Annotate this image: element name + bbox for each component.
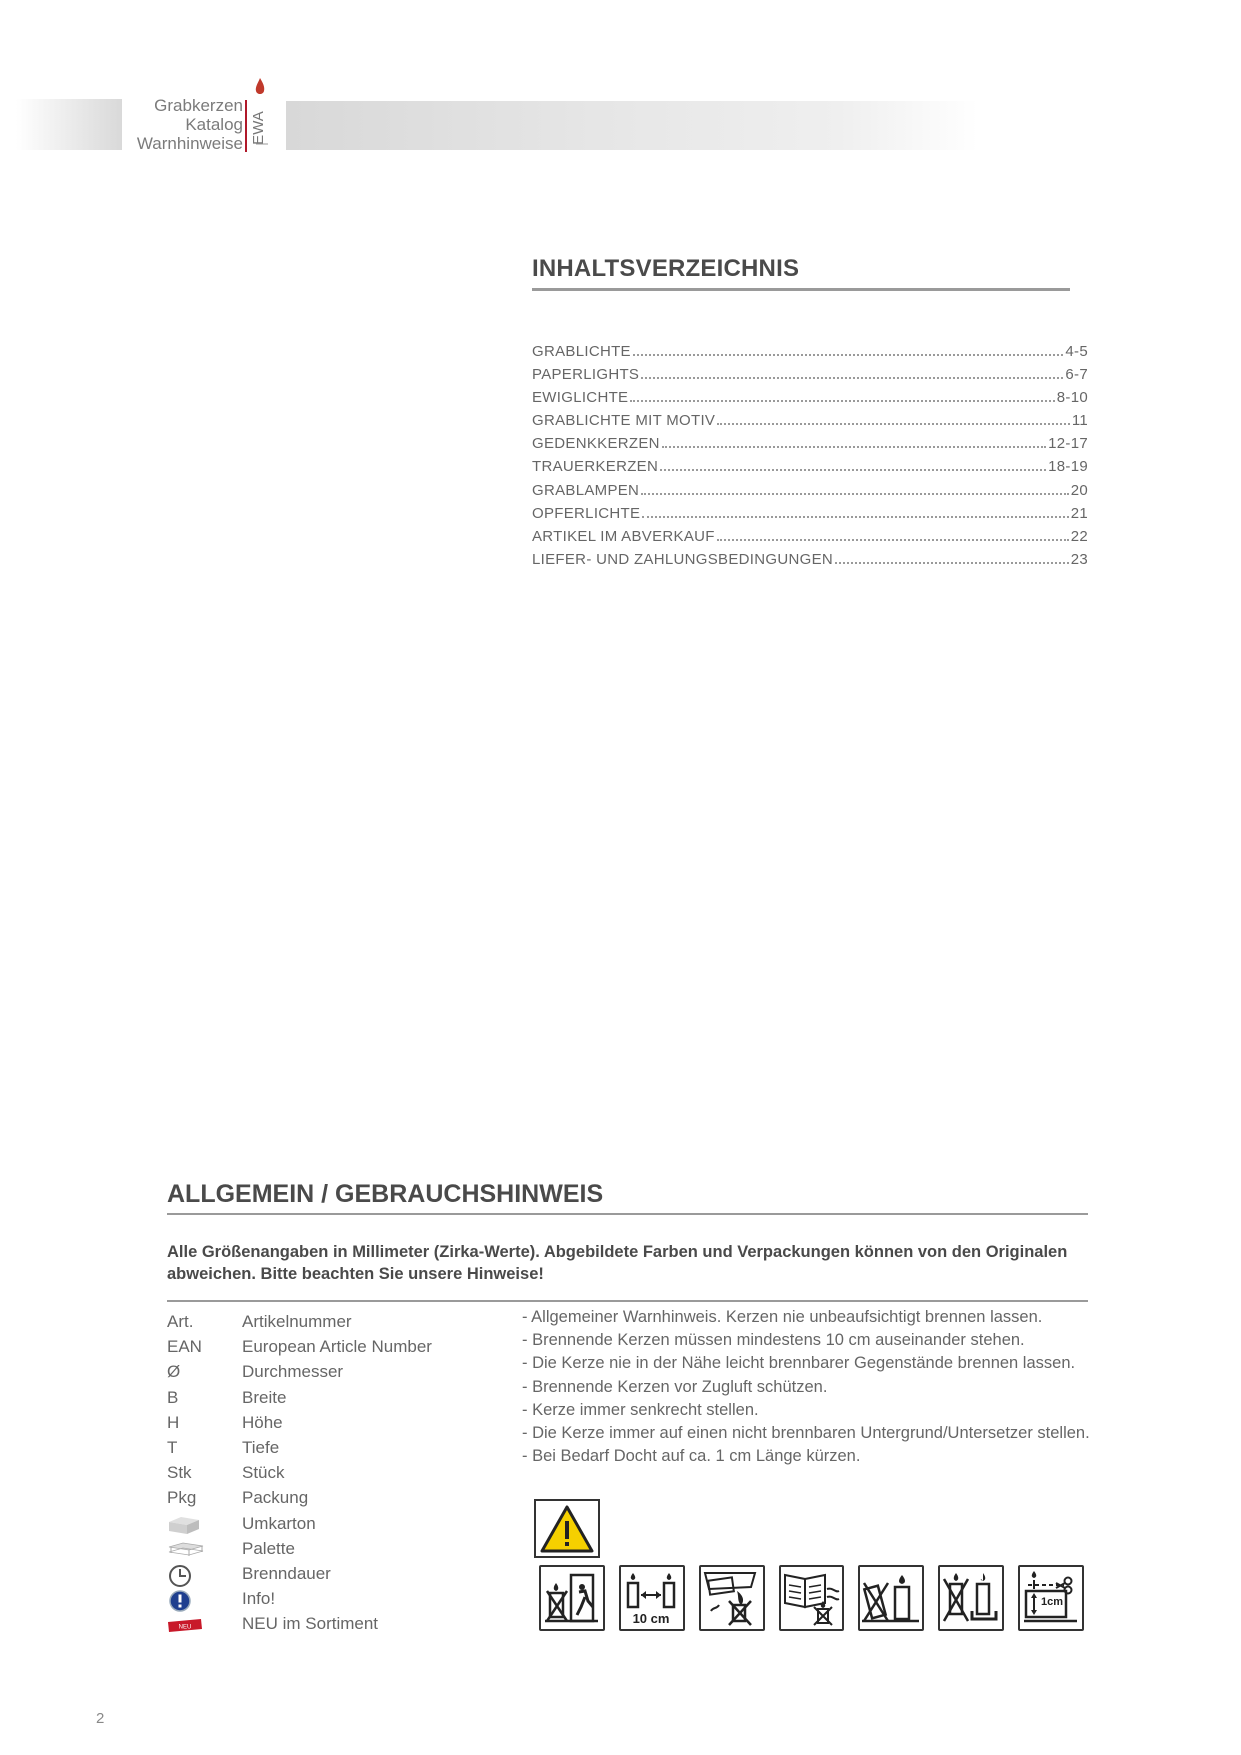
legend-row bbox=[167, 1360, 507, 1385]
toc-leader-dots bbox=[633, 354, 1064, 356]
toc-item-grablichte-mit-motiv[interactable] bbox=[532, 412, 1088, 435]
logo-line-2: Katalog bbox=[185, 115, 243, 134]
toc-item-page: 18-19 bbox=[1048, 458, 1088, 476]
toc-leader-dots bbox=[660, 469, 1046, 471]
legend-value: Palette bbox=[242, 1538, 295, 1558]
toc-item-grablampen[interactable] bbox=[532, 482, 1088, 505]
toc-item-opferlichte[interactable] bbox=[532, 505, 1088, 528]
toc-item-label: GRABLICHTE MIT MOTIV bbox=[532, 412, 716, 430]
toc-item-page: 4-5 bbox=[1065, 343, 1088, 360]
ewa-logo-icon bbox=[250, 76, 274, 152]
legend-value: Höhe bbox=[242, 1412, 283, 1432]
toc-leader-dots bbox=[642, 516, 1068, 518]
legend-row bbox=[167, 1537, 507, 1562]
warning-item: - Brennende Kerzen vor Zugluft schützen. bbox=[522, 1377, 828, 1396]
legend-row bbox=[167, 1335, 507, 1360]
new-badge-text: NEU bbox=[178, 1624, 192, 1631]
toc-item-label: LIEFER- UND ZAHLUNGSBEDINGUNGEN bbox=[532, 550, 834, 568]
toc-leader-dots bbox=[835, 562, 1069, 564]
legend-key: Ø bbox=[167, 1362, 181, 1382]
legend-value: Brenndauer bbox=[242, 1563, 331, 1583]
logo-brand-text: EWA bbox=[250, 111, 267, 145]
toc-title-rule bbox=[532, 288, 1070, 291]
distance-label: 10 cm bbox=[632, 1611, 670, 1626]
toc-item-page: 6-7 bbox=[1065, 366, 1088, 384]
toc-item-paperlights[interactable] bbox=[532, 366, 1088, 389]
abbreviation-legend bbox=[167, 1310, 507, 1637]
general-title-rule bbox=[167, 1213, 1088, 1215]
header-band-right bbox=[286, 101, 978, 150]
toc-leader-dots bbox=[641, 493, 1069, 495]
toc-leader-dots bbox=[630, 400, 1054, 402]
pallet-icon bbox=[167, 1539, 205, 1561]
toc-item-label: EWIGLICHTE bbox=[532, 389, 629, 407]
toc-item-artikel-im-abverkauf[interactable] bbox=[532, 528, 1088, 551]
carton-icon bbox=[167, 1514, 201, 1536]
non-flammable-base-icon bbox=[938, 1565, 1004, 1631]
legend-key: B bbox=[167, 1387, 179, 1407]
legend-value: Umkarton bbox=[242, 1513, 316, 1533]
toc-item-page: 23 bbox=[1070, 550, 1088, 568]
legend-row bbox=[167, 1386, 507, 1411]
toc-leader-dots bbox=[717, 423, 1070, 425]
header-band-left bbox=[16, 99, 122, 150]
legend-row bbox=[167, 1486, 507, 1511]
toc-item-page: 21 bbox=[1070, 504, 1088, 522]
legend-value: Packung bbox=[242, 1488, 309, 1508]
legend-value: Stück bbox=[242, 1463, 285, 1483]
page-number: 2 bbox=[96, 1710, 105, 1727]
warning-item: - Allgemeiner Warnhinweis. Kerzen nie unbeaufsichtigt brennen lassen. bbox=[522, 1308, 1043, 1326]
legend-key: EAN bbox=[167, 1337, 202, 1357]
legend-key: Stk bbox=[167, 1463, 192, 1483]
toc-item-ewiglichte[interactable] bbox=[532, 389, 1088, 412]
logo-line-3: Warnhinweise bbox=[136, 134, 243, 153]
legend-key: T bbox=[167, 1437, 178, 1457]
legend-value: European Article Number bbox=[242, 1337, 432, 1357]
logo-line-1: Grabkerzen bbox=[154, 96, 243, 115]
toc-item-gedenkkerzen[interactable] bbox=[532, 435, 1088, 458]
legend-row bbox=[167, 1461, 507, 1486]
legend-value: Tiefe bbox=[242, 1437, 280, 1457]
warning-item: - Bei Bedarf Docht auf ca. 1 cm Länge kürzen. bbox=[522, 1447, 861, 1466]
header-logo-text bbox=[128, 96, 243, 153]
toc-list bbox=[532, 343, 1088, 574]
legend-key: Art. bbox=[167, 1312, 194, 1331]
candle-distance-icon bbox=[619, 1565, 685, 1631]
warning-item: - Die Kerze nie in der Nähe leicht brennbarer Gegenstände brennen lassen. bbox=[522, 1354, 1076, 1373]
legend-value: Breite bbox=[242, 1387, 287, 1407]
toc-item-page: 8-10 bbox=[1056, 389, 1088, 407]
draft-protection-icon bbox=[779, 1565, 845, 1631]
clock-icon bbox=[167, 1564, 193, 1588]
legend-row bbox=[167, 1562, 507, 1587]
legend-row bbox=[167, 1310, 507, 1335]
warning-item: - Die Kerze immer auf einen nicht brennbaren Untergrund/Untersetzer stellen. bbox=[522, 1423, 1090, 1442]
toc-item-liefer-und-zahlungsbedingungen[interactable] bbox=[532, 551, 1088, 574]
legend-row bbox=[167, 1587, 507, 1612]
toc-item-trauerkerzen[interactable] bbox=[532, 458, 1088, 481]
legend-row bbox=[167, 1411, 507, 1436]
legend-value: Artikelnummer bbox=[242, 1312, 352, 1331]
unattended-candle-icon bbox=[539, 1565, 605, 1631]
toc-leader-dots bbox=[662, 446, 1046, 448]
logo-divider bbox=[245, 100, 247, 152]
flammable-objects-icon bbox=[699, 1565, 765, 1631]
legend-row bbox=[167, 1612, 507, 1637]
toc-item-page: 20 bbox=[1070, 481, 1088, 499]
toc-item-label: PAPERLIGHTS bbox=[532, 366, 640, 384]
toc-item-label: ARTIKEL IM ABVERKAUF bbox=[532, 527, 715, 545]
new-badge-icon bbox=[167, 1614, 203, 1636]
toc-item-page: 11 bbox=[1071, 412, 1088, 430]
info-icon bbox=[167, 1589, 193, 1613]
legend-key: Pkg bbox=[167, 1488, 197, 1508]
toc-item-page: 22 bbox=[1070, 527, 1088, 545]
warning-list bbox=[522, 1308, 1112, 1470]
toc-leader-dots bbox=[717, 539, 1069, 541]
toc-item-label: GRABLAMPEN bbox=[532, 481, 640, 499]
warning-pictogram-row bbox=[539, 1565, 1084, 1632]
toc-item-label: OPFERLICHTE bbox=[532, 504, 641, 522]
toc-item-page: 12-17 bbox=[1048, 435, 1088, 453]
legend-row bbox=[167, 1436, 507, 1461]
general-note-rule bbox=[167, 1300, 1088, 1302]
legend-row bbox=[167, 1512, 507, 1537]
warning-item: - Kerze immer senkrecht stellen. bbox=[522, 1400, 759, 1419]
upright-candle-icon bbox=[858, 1565, 924, 1631]
toc-item-grablichte[interactable] bbox=[532, 343, 1088, 366]
toc-item-label: GEDENKKERZEN bbox=[532, 435, 660, 453]
legend-key: H bbox=[167, 1412, 180, 1432]
general-note: Alle Größenangaben in Millimeter (Zirka-Werte). Abgebildete Farben und Verpackungen können von den Originalen abweichen. Bitte beachten Sie unsere Hinweise! bbox=[167, 1243, 1068, 1283]
general-section-title: ALLGEMEIN / GEBRAUCHSHINWEIS bbox=[167, 1180, 604, 1208]
trim-wick-icon bbox=[1018, 1565, 1084, 1631]
wick-length-label: 1cm bbox=[1041, 1596, 1064, 1608]
toc-title: INHALTSVERZEICHNIS bbox=[532, 255, 800, 282]
legend-value: NEU im Sortiment bbox=[242, 1614, 379, 1634]
warning-item: - Brennende Kerzen müssen mindestens 10 cm auseinander stehen. bbox=[522, 1331, 1025, 1350]
toc-item-label: GRABLICHTE bbox=[532, 343, 631, 360]
general-warning-icon bbox=[534, 1499, 600, 1558]
toc-leader-dots bbox=[641, 377, 1063, 379]
legend-value: Info! bbox=[242, 1589, 276, 1609]
legend-value: Durchmesser bbox=[242, 1362, 344, 1382]
toc-item-label: TRAUERKERZEN bbox=[532, 458, 659, 476]
